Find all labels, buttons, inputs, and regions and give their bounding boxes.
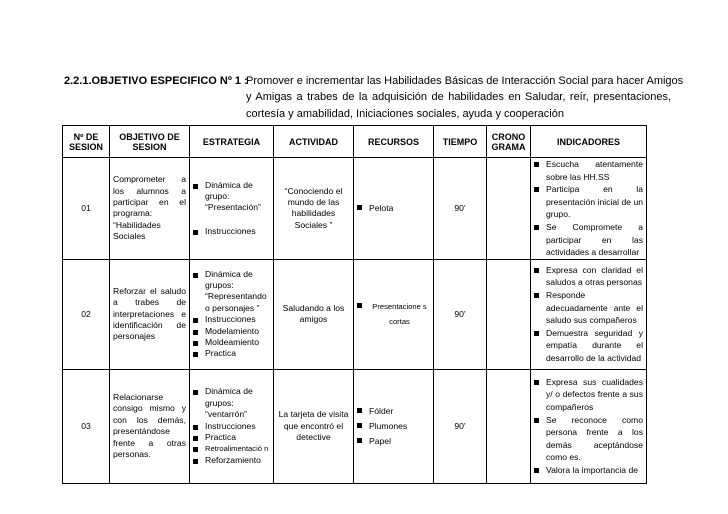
list-item: Retroalimentació n: [193, 443, 270, 454]
bullet-icon: [193, 318, 198, 323]
bullet-icon: [193, 447, 198, 452]
indicators-cell: [531, 259, 647, 369]
bullet-icon: [193, 436, 198, 441]
list-item: Responde adecuadamente ante el saludo sus compañeros: [534, 289, 643, 327]
bullet-icon: [357, 423, 362, 428]
time-cell: 90': [434, 158, 487, 260]
strategy-cell: [190, 158, 274, 260]
bullet-icon: [193, 341, 198, 346]
list-item: Moldeamiento: [193, 337, 270, 348]
list-item: Fólder: [357, 404, 430, 419]
objective-text-line1: Promover e incrementar las Habilidades Básicas de Interacción Social para hacer Amigos: [246, 75, 684, 87]
session-number: 03: [63, 369, 110, 483]
list-item: Valora la importancia de: [534, 464, 643, 477]
bullet-icon: [534, 331, 539, 336]
resources-cell: [354, 259, 434, 369]
bullet-icon: [193, 425, 198, 430]
activity-cell: “Conociendo el mundo de las habilidades Sociales ”: [274, 158, 354, 260]
bullet-icon: [534, 187, 539, 192]
bullet-icon: [534, 418, 539, 423]
indicators-cell: [531, 369, 647, 483]
bullet-icon: [193, 459, 198, 464]
list-item: Plumones: [357, 419, 430, 434]
bullet-icon: [534, 162, 539, 167]
schedule-cell: [487, 259, 531, 369]
bullet-icon: [534, 268, 539, 273]
list-item: Reforzamiento: [193, 455, 270, 466]
header-objective: OBJETIVO DE SESION: [110, 126, 190, 158]
header-time: TIEMPO: [434, 126, 487, 158]
table-row: [63, 369, 647, 483]
bullet-icon: [193, 184, 198, 189]
session-objective: Comprometer a los alumnos a participar en el programa: “Habilidades Sociales: [110, 158, 190, 260]
list-item: Dinámica de grupos: “ventarrón”: [193, 386, 270, 420]
list-item: Practica: [193, 432, 270, 443]
activity-cell: Saludando a los amigos: [274, 259, 354, 369]
bullet-icon: [193, 230, 198, 235]
header-schedule: CRONO GRAMA: [487, 126, 531, 158]
list-item: Dinámica de grupos: “Representando o personajes ”: [193, 269, 270, 315]
list-item: Expresa con claridad el saludos a otras personas: [534, 264, 643, 289]
header-resources: RECURSOS: [354, 126, 434, 158]
time-cell: 90': [434, 369, 487, 483]
bullet-icon: [193, 352, 198, 357]
header-session: Nº DE SESION: [63, 126, 110, 158]
bullet-icon: [534, 293, 539, 298]
session-number: 02: [63, 259, 110, 369]
bullet-icon: [193, 330, 198, 335]
bullet-icon: [534, 468, 539, 473]
objective-text-rest: y Amigas a trabes de la adquisición de habilidades en Saludar, reír, presentaciones, cortesía y amabilidad, Iniciaciones sociales, ayuda y cooperación: [246, 91, 671, 120]
list-item: Instrucciones: [193, 226, 270, 237]
header-activity: ACTIVIDAD: [274, 126, 354, 158]
list-item: Se Compromete a participar en las actividades a desarrollar: [534, 221, 643, 259]
table-row: [63, 259, 647, 369]
list-item: Participa en la presentación inicial de un grupo.: [534, 183, 643, 221]
list-item: Se reconoce como persona frente a los demás aceptándose como es.: [534, 414, 643, 464]
bullet-icon: [357, 303, 362, 308]
list-item: Instrucciones: [193, 314, 270, 325]
list-item: Presentacione s cortas: [357, 299, 430, 329]
indicators-cell: [531, 158, 647, 260]
list-item: Expresa sus cualidades y/ o defectos frente a sus compañeros: [534, 376, 643, 414]
bullet-icon: [193, 273, 198, 278]
list-item: Modelamiento: [193, 326, 270, 337]
header-indicators: INDICADORES: [531, 126, 647, 158]
list-item: Papel: [357, 434, 430, 449]
resources-cell: [354, 158, 434, 260]
bullet-icon: [357, 408, 362, 413]
session-plan-table: [62, 125, 647, 484]
activity-cell: La tarjeta de visita que encontró el detective: [274, 369, 354, 483]
strategy-cell: [190, 259, 274, 369]
list-item: Practica: [193, 348, 270, 359]
time-cell: 90': [434, 259, 487, 369]
table-row: [63, 158, 647, 260]
session-number: 01: [63, 158, 110, 260]
session-objective: Relacionarse consigo mismo y con los demás, presentándose frente a otras personas.: [110, 369, 190, 483]
strategy-cell: [190, 369, 274, 483]
list-item: Pelota: [357, 201, 430, 216]
bullet-icon: [357, 438, 362, 443]
objective-label: 2.2.1.OBJETIVO ESPECIFICO Nº 1 :: [64, 75, 248, 87]
resources-cell: [354, 369, 434, 483]
list-item: Demuestra seguridad y empatía durante el desarrollo de la actividad: [534, 327, 643, 365]
schedule-cell: [487, 158, 531, 260]
bullet-icon: [193, 390, 198, 395]
bullet-icon: [534, 225, 539, 230]
session-objective: Reforzar el saludo a trabes de interpretaciones e identificación de personajes: [110, 259, 190, 369]
bullet-icon: [357, 205, 362, 210]
list-item: Instrucciones: [193, 421, 270, 432]
list-item: Escucha atentamente sobre las HH.SS: [534, 158, 643, 183]
table-header-row: [63, 126, 647, 158]
schedule-cell: [487, 369, 531, 483]
header-strategy: ESTRATEGIA: [190, 126, 274, 158]
bullet-icon: [534, 380, 539, 385]
list-item: Dinámica de grupo: “Presentación”: [193, 180, 270, 214]
